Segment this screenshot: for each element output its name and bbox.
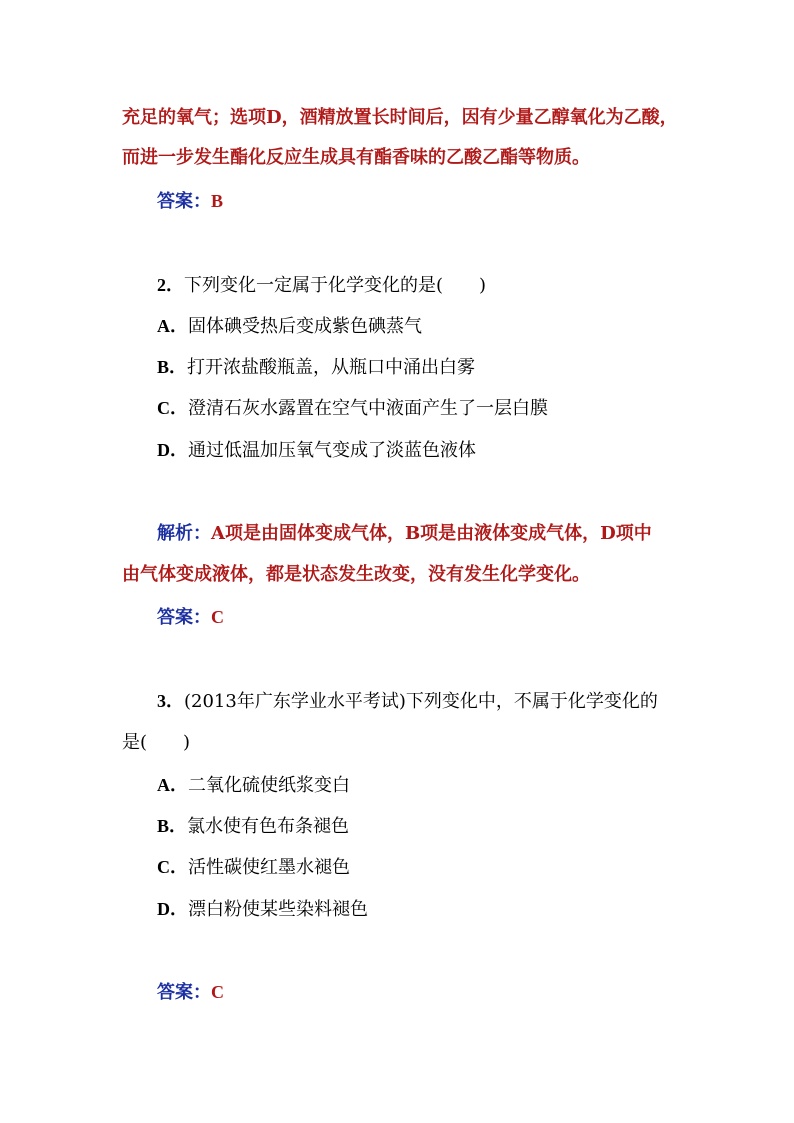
answer-label: 答案：	[157, 191, 211, 212]
question-number: 3．	[157, 691, 184, 711]
question-2-option-b	[157, 355, 475, 380]
option-text: 澄清石灰水露置在空气中液面产生了一层白膜	[188, 398, 548, 419]
question-3-stem-line-2: 是( )	[122, 732, 191, 753]
question-3-option-b	[157, 814, 349, 839]
option-letter: D．	[157, 440, 188, 460]
analysis-text: A项是由固体变成气体，B项是由液体变成气体，D项中	[211, 523, 652, 544]
option-letter: C．	[157, 398, 188, 418]
answer-value: C	[211, 982, 224, 1002]
answer-value: C	[211, 607, 224, 627]
analysis-2-line-2: 由气体变成液体，都是状态发生改变，没有发生化学变化。	[122, 564, 590, 585]
question-number: 2．	[157, 275, 184, 295]
question-2-option-c	[157, 396, 548, 421]
answer-value: B	[211, 191, 224, 211]
answer-label: 答案：	[157, 607, 211, 628]
option-letter: A．	[157, 775, 188, 795]
answer-1	[157, 189, 223, 214]
option-text: 通过低温加压氧气变成了淡蓝色液体	[188, 440, 476, 461]
answer-3	[157, 980, 224, 1005]
answer-2	[157, 605, 224, 630]
option-text: 固体碘受热后变成紫色碘蒸气	[188, 316, 422, 337]
question-2-option-d	[157, 438, 476, 463]
analysis-continued-line-1: 充足的氧气；选项D，酒精放置长时间后，因有少量乙醇氧化为乙酸，	[122, 107, 678, 128]
question-3-option-d	[157, 897, 368, 922]
answer-label: 答案：	[157, 982, 211, 1003]
option-letter: B．	[157, 816, 188, 836]
question-3-stem-line-1	[157, 689, 658, 714]
option-letter: D．	[157, 899, 188, 919]
option-letter: A．	[157, 316, 188, 336]
option-text: 漂白粉使某些染料褪色	[188, 899, 368, 920]
analysis-label: 解析：	[157, 523, 211, 544]
option-text: 打开浓盐酸瓶盖，从瓶口中涌出白雾	[187, 357, 476, 378]
option-letter: C．	[157, 857, 188, 877]
analysis-continued-line-2: 而进一步发生酯化反应生成具有酯香味的乙酸乙酯等物质。	[122, 147, 590, 168]
question-text: (2013年广东学业水平考试)下列变化中，不属于化学变化的	[184, 691, 658, 712]
option-text: 活性碳使红墨水褪色	[188, 857, 350, 878]
question-3-option-a	[157, 773, 350, 798]
option-text: 氯水使有色布条褪色	[187, 816, 350, 837]
question-3-option-c	[157, 855, 350, 880]
option-letter: B．	[157, 357, 188, 377]
question-2-option-a	[157, 314, 422, 339]
analysis-2-line-1	[157, 522, 652, 546]
question-2-stem	[157, 273, 486, 298]
option-text: 二氧化硫使纸浆变白	[188, 775, 350, 796]
question-text: 下列变化一定属于化学变化的是( )	[184, 275, 487, 296]
